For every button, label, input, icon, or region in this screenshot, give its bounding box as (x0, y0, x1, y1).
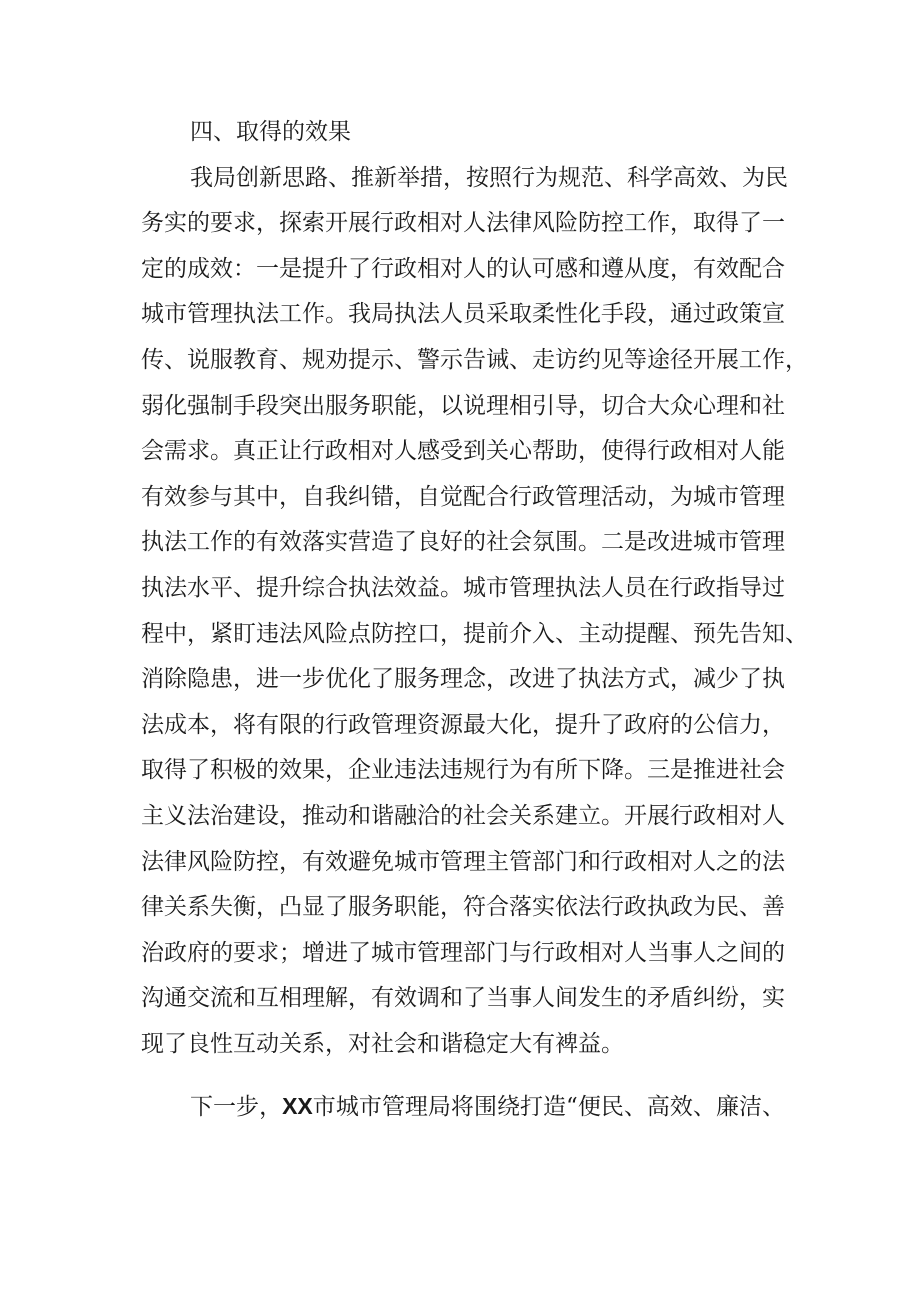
paragraph-line: 定的成效：一是提升了行政相对人的认可感和遵从度，有效配合 (141, 255, 785, 282)
paragraph-line: 沟通交流和互相理解，有效调和了当事人间发生的矛盾纠纷，实 (141, 985, 785, 1012)
paragraph-line: 有效参与其中，自我纠错，自觉配合行政管理活动，为城市管理 (141, 483, 785, 510)
paragraph-line: 传、说服教育、规劝提示、警示告诫、走访约见等途径开展工作， (141, 346, 808, 373)
paragraph-line: 现了良性互动关系，对社会和谐稳定大有裨益。 (141, 1030, 624, 1057)
paragraph-line: 程中，紧盯违法风险点防控口，提前介入、主动提醒、预先告知、 (141, 620, 808, 647)
paragraph-line: 治政府的要求；增进了城市管理部门与行政相对人当事人之间的 (141, 939, 785, 966)
next-step-text: 市城市管理局将围绕打造“便民、高效、廉洁、 (312, 1094, 785, 1121)
paragraph-line: 消除隐患，进一步优化了服务理念，改进了执法方式，减少了执 (141, 666, 785, 693)
paragraph-line: 法成本，将有限的行政管理资源最大化，提升了政府的公信力， (141, 711, 785, 738)
paragraph-line: 取得了积极的效果，企业违法违规行为有所下降。三是推进社会 (141, 757, 785, 784)
effects-paragraph (141, 156, 808, 1068)
paragraph-line: 执法工作的有效落实营造了良好的社会氛围。二是改进城市管理 (141, 529, 785, 556)
next-step-prefix: 下一步， (190, 1094, 283, 1121)
paragraph-line: 执法水平、提升综合执法效益。城市管理执法人员在行政指导过 (141, 574, 785, 601)
document-body (141, 110, 808, 1130)
paragraph-line: 会需求。真正让行政相对人感受到关心帮助，使得行政相对人能 (141, 438, 785, 465)
paragraph-line: 弱化强制手段突出服务职能，以说理相引导，切合大众心理和社 (141, 392, 785, 419)
paragraph-line: 主义法治建设，推动和谐融洽的社会关系建立。开展行政相对人 (141, 802, 785, 829)
paragraph-line: 法律风险防控，有效避免城市管理主管部门和行政相对人之的法 (141, 848, 785, 875)
paragraph-line: 律关系失衡，凸显了服务职能，符合落实依法行政执政为民、善 (141, 894, 785, 921)
paragraph-gap (141, 1067, 785, 1084)
city-placeholder: XX (282, 1093, 313, 1120)
paragraph-line: 务实的要求，探索开展行政相对人法律风险防控工作，取得了一 (141, 210, 785, 237)
paragraph-line: 城市管理执法工作。我局执法人员采取柔性化手段，通过政策宣 (141, 301, 785, 328)
section-heading: 四、取得的效果 (190, 119, 351, 145)
next-step-paragraph (141, 1084, 785, 1130)
paragraph-line: 我局创新思路、推新举措，按照行为规范、科学高效、为民 (190, 164, 788, 191)
